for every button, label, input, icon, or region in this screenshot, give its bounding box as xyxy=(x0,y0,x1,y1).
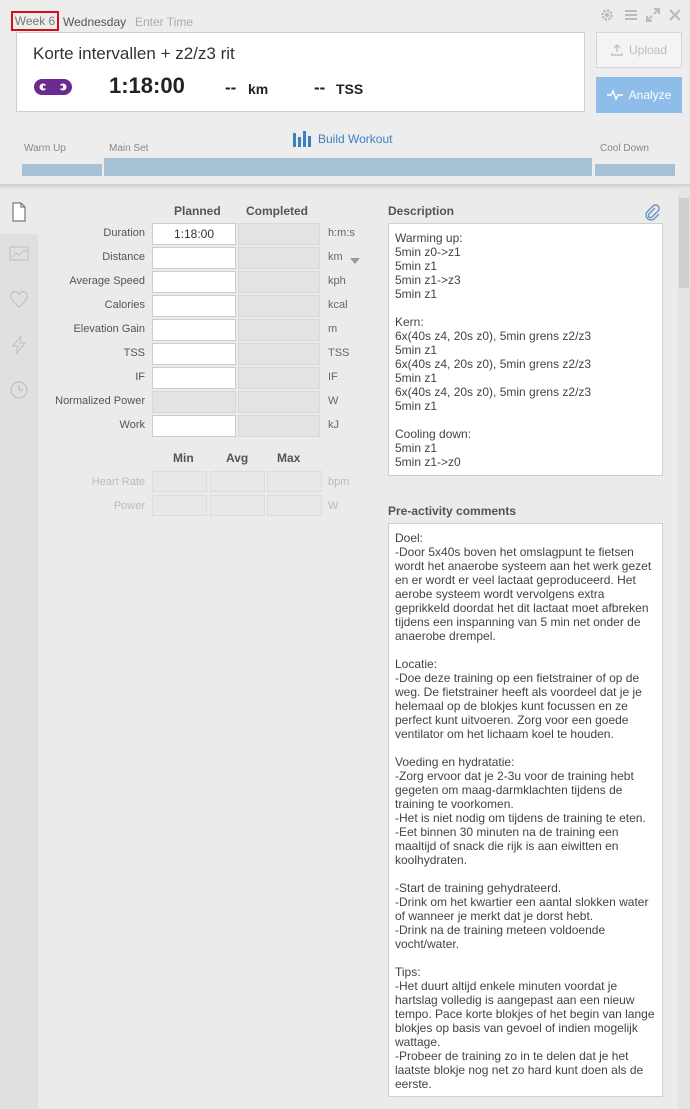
duration-value: 1:18:00 xyxy=(109,73,185,98)
tss-unit: TSS xyxy=(336,81,364,97)
metric-unit: m xyxy=(328,323,338,335)
scrollbar[interactable] xyxy=(678,190,690,1109)
metric-label: Work xyxy=(119,419,145,431)
minmax-input xyxy=(210,471,265,492)
metric-unit: kcal xyxy=(328,299,348,311)
paperclip-icon[interactable] xyxy=(644,203,660,221)
planned-input[interactable] xyxy=(152,295,236,317)
pulse-icon xyxy=(607,89,623,101)
completed-input xyxy=(238,343,320,365)
expand-icon[interactable] xyxy=(646,8,660,22)
avg-header: Avg xyxy=(226,451,249,465)
metric-label: Normalized Power xyxy=(55,395,145,407)
metric-unit: kJ xyxy=(328,419,339,431)
metric-label: Duration xyxy=(103,227,145,239)
warmup-label: Warm Up xyxy=(24,143,66,154)
metric-unit: W xyxy=(328,395,339,407)
planned-input[interactable] xyxy=(152,247,236,269)
mainset-block[interactable] xyxy=(104,158,592,176)
minmax-unit: bpm xyxy=(328,476,350,488)
cooldown-block[interactable] xyxy=(595,164,675,176)
analyze-label: Analyze xyxy=(628,88,672,102)
mainset-label: Main Set xyxy=(109,143,149,154)
description-textarea[interactable]: Warming up: 5min z0->z1 5min z1 5min z1->z3 5min z1 Kern: 6x(40s z4, 20s z0), 5min grens z2/z3 5min z1 6x(40s z4, 20s z0), 5min grens z2/z3 5min z1 6x(40s z4, 20s z0), 5min grens z2/z3 5min z1 Cooling down: 5min z1 5min z1->z0 xyxy=(388,223,663,476)
completed-input xyxy=(238,391,320,413)
menu-icon[interactable] xyxy=(624,8,638,22)
build-workout-button[interactable] xyxy=(293,131,392,147)
planned-input[interactable] xyxy=(152,367,236,389)
completed-header: Completed xyxy=(246,204,309,218)
distance-value: -- xyxy=(225,78,237,97)
metric-label: TSS xyxy=(123,347,145,359)
tss-value: -- xyxy=(314,78,326,97)
metric-label: Calories xyxy=(104,299,145,311)
metric-label: Distance xyxy=(102,251,145,263)
metric-unit: h:m:s xyxy=(328,227,355,239)
metric-unit: TSS xyxy=(328,347,350,359)
metric-unit[interactable]: km xyxy=(328,251,343,263)
workout-summary-card xyxy=(16,32,585,112)
minmax-unit: W xyxy=(328,500,339,512)
completed-input xyxy=(238,247,320,269)
completed-input xyxy=(238,271,320,293)
pre-activity-comments-textarea[interactable]: Doel: -Door 5x40s boven het omslagpunt te fietsen wordt het anaerobe systeem aan het werk gezet en er wordt er veel lactaat geproduceerd. Het aerobe systeem wordt vervolgens extra geprikkeld doordat het dit lactaat moet afbreken tijdens een inspanning van 5 min net onder de anaerobe drempel. Locatie: -Doe deze training op een fietstrainer of op de weg. De fietstrainer heeft als voordeel dat je je helemaal op de blokjes kunt focussen en ze perfect kunt uitvoeren. Zorg voor een goede ventilator om het lichaam koel te houden. Voeding en hydratatie: -Zorg ervoor dat je 2-3u voor de training hebt gegeten om maag-darmklachten tijdens de training te voorkomen. -Het is niet nodig om tijdens de training te eten. -Eet binnen 30 minuten na de training een maaltijd of snack die rijk is aan eiwitten en koolhydraten. -Start de training gehydrateerd. -Drink om het kwartier een aantal slokken water of wanneer je merkt dat je dorst hebt. -Drink na de training meteen voldoende vocht/water. Tips: -Het duurt altijd enkele minuten voordat je hartslag volledig is aangepast aan een nieuw tempo. Pace korte blokjes of het begin van lange blokjes op basis van gevoel of indien mogelijk wattage. -Probeer de training zo in te delen dat je het laatste blokje nog net zo hard kunt doen als de eerste. xyxy=(388,523,663,1097)
metric-label: Average Speed xyxy=(69,275,145,287)
workout-title[interactable]: Korte intervallen + z2/z3 rit xyxy=(33,44,235,63)
minmax-input xyxy=(210,495,265,516)
enter-time-field[interactable]: Enter Time xyxy=(135,15,194,29)
week-label[interactable]: Week 6 xyxy=(11,11,59,31)
upload-label: Upload xyxy=(628,43,668,57)
warmup-block[interactable] xyxy=(22,164,102,176)
planned-input[interactable] xyxy=(152,343,236,365)
cooldown-label: Cool Down xyxy=(600,143,649,154)
close-icon[interactable] xyxy=(668,8,682,22)
day-name: Wednesday xyxy=(63,15,127,29)
gear-icon[interactable] xyxy=(600,8,614,22)
planned-header: Planned xyxy=(174,204,221,218)
planned-input[interactable] xyxy=(152,415,236,437)
planned-input[interactable] xyxy=(152,271,236,293)
comments-title: Pre-activity comments xyxy=(388,504,517,518)
scrollbar-thumb[interactable] xyxy=(679,198,689,288)
metric-label: Elevation Gain xyxy=(73,323,145,335)
planned-input xyxy=(152,391,236,413)
chevron-down-icon[interactable] xyxy=(350,255,360,267)
metric-label: IF xyxy=(135,371,145,383)
max-header: Max xyxy=(277,451,301,465)
metric-unit: IF xyxy=(328,371,338,383)
bike-icon xyxy=(33,78,73,96)
minmax-label: Power xyxy=(113,500,145,512)
workout-header xyxy=(0,0,690,186)
completed-input xyxy=(238,367,320,389)
distance-unit: km xyxy=(248,81,269,97)
upload-button[interactable] xyxy=(596,32,682,68)
analyze-button[interactable] xyxy=(596,77,682,113)
build-workout-label: Build Workout xyxy=(318,132,393,146)
minmax-input xyxy=(152,495,207,516)
completed-input xyxy=(238,415,320,437)
minmax-input xyxy=(267,495,322,516)
planned-input[interactable]: 1:18:00 xyxy=(152,223,236,245)
upload-icon xyxy=(611,44,623,56)
metric-unit: kph xyxy=(328,275,346,287)
header-divider xyxy=(0,184,690,190)
minmax-label: Heart Rate xyxy=(91,476,145,488)
planned-input[interactable] xyxy=(152,319,236,341)
minmax-input xyxy=(152,471,207,492)
minmax-input xyxy=(267,471,322,492)
completed-input xyxy=(238,295,320,317)
completed-input xyxy=(238,319,320,341)
completed-input xyxy=(238,223,320,245)
document-icon[interactable] xyxy=(9,202,29,222)
description-title: Description xyxy=(388,204,455,218)
min-header: Min xyxy=(173,451,194,465)
bar-chart-icon xyxy=(293,131,313,147)
